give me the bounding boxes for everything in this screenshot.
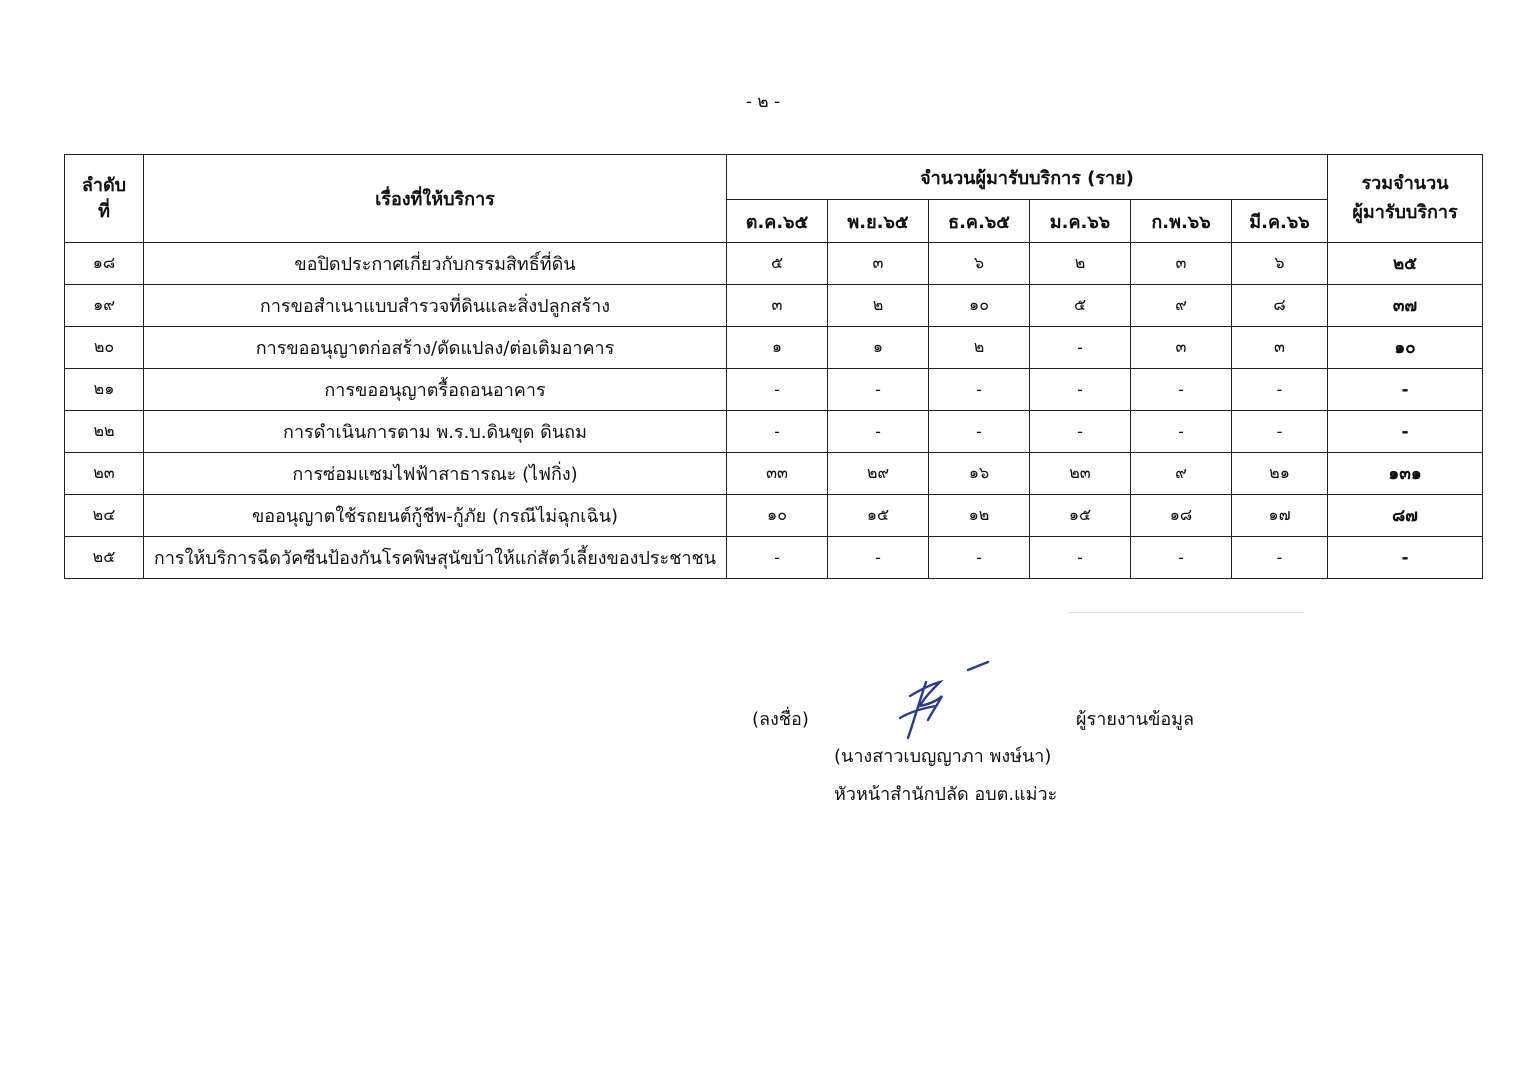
header-month: ก.พ.๖๖: [1131, 200, 1232, 243]
month-count-cell: ๑: [828, 327, 929, 369]
table-header: [65, 155, 1483, 243]
month-count-cell: ๘: [1232, 285, 1328, 327]
header-total: รวมจำนวน ผู้มารับบริการ: [1328, 155, 1483, 243]
month-count-cell: -: [1232, 411, 1328, 453]
row-number: ๑๙: [65, 285, 144, 327]
row-total: ๑๐: [1328, 327, 1483, 369]
table-row: [65, 495, 1483, 537]
month-count-cell: -: [828, 537, 929, 579]
month-count-cell: ๕: [727, 243, 828, 285]
month-count-cell: -: [929, 369, 1030, 411]
month-count-cell: ๒: [828, 285, 929, 327]
row-total: ๒๕: [1328, 243, 1483, 285]
row-subject: การขออนุญาตรื้อถอนอาคาร: [144, 369, 727, 411]
table-row: [65, 369, 1483, 411]
month-count-cell: -: [1030, 327, 1131, 369]
table-row: [65, 537, 1483, 579]
table-row: [65, 453, 1483, 495]
month-count-cell: ๒๙: [828, 453, 929, 495]
month-count-cell: ๑๘: [1131, 495, 1232, 537]
month-count-cell: ๙: [1131, 453, 1232, 495]
month-count-cell: ๑๕: [828, 495, 929, 537]
month-count-cell: -: [1030, 369, 1131, 411]
month-count-cell: ๑๐: [929, 285, 1030, 327]
table-row: [65, 411, 1483, 453]
month-count-cell: -: [929, 411, 1030, 453]
row-subject: ขออนุญาตใช้รถยนต์กู้ชีพ-กู้ภัย (กรณีไม่ฉุกเฉิน): [144, 495, 727, 537]
month-count-cell: ๓: [1232, 327, 1328, 369]
header-order: ลำดับ ที่: [65, 155, 144, 243]
month-count-cell: ๑๐: [727, 495, 828, 537]
month-count-cell: ๕: [1030, 285, 1131, 327]
header-month: พ.ย.๖๕: [828, 200, 929, 243]
row-subject: การดำเนินการตาม พ.ร.บ.ดินขุด ดินถม: [144, 411, 727, 453]
table-body: [65, 243, 1483, 579]
month-count-cell: -: [1131, 369, 1232, 411]
header-subject: เรื่องที่ให้บริการ: [144, 155, 727, 243]
header-month: ต.ค.๖๕: [727, 200, 828, 243]
handwritten-signature: [880, 660, 1010, 750]
reporter-role: ผู้รายงานข้อมูล: [1076, 709, 1195, 730]
row-total: -: [1328, 537, 1483, 579]
month-count-cell: -: [929, 537, 1030, 579]
month-count-cell: -: [828, 369, 929, 411]
month-count-cell: ๓: [1131, 243, 1232, 285]
month-count-cell: -: [1030, 537, 1131, 579]
header-month: มี.ค.๖๖: [1232, 200, 1328, 243]
month-count-cell: ๑๖: [929, 453, 1030, 495]
month-count-cell: ๒: [1030, 243, 1131, 285]
row-total: ๓๗: [1328, 285, 1483, 327]
row-number: ๒๔: [65, 495, 144, 537]
month-count-cell: -: [727, 537, 828, 579]
month-count-cell: ๖: [1232, 243, 1328, 285]
month-count-cell: ๑: [727, 327, 828, 369]
reporter-name: (นางสาวเบญญาภา พงษ์นา): [834, 746, 1052, 767]
month-count-cell: ๖: [929, 243, 1030, 285]
table-row: [65, 327, 1483, 369]
header-month: ธ.ค.๖๕: [929, 200, 1030, 243]
table-row: [65, 285, 1483, 327]
row-subject: การให้บริการฉีดวัคซีนป้องกันโรคพิษสุนัขบ้าให้แก่สัตว์เลี้ยงของประชาชน: [144, 537, 727, 579]
month-count-cell: -: [828, 411, 929, 453]
month-count-cell: ๓๓: [727, 453, 828, 495]
service-report-table: [64, 154, 1483, 579]
row-subject: การขออนุญาตก่อสร้าง/ดัดแปลง/ต่อเติมอาคาร: [144, 327, 727, 369]
page-number: - ๒ -: [745, 92, 781, 112]
row-subject: ขอปิดประกาศเกี่ยวกับกรรมสิทธิ์ที่ดิน: [144, 243, 727, 285]
header-count-group: จำนวนผู้มารับบริการ (ราย): [727, 155, 1328, 200]
table-row: [65, 243, 1483, 285]
month-count-cell: -: [1232, 537, 1328, 579]
month-count-cell: ๒๓: [1030, 453, 1131, 495]
row-total: ๘๗: [1328, 495, 1483, 537]
faint-rule: [1068, 612, 1304, 613]
row-number: ๒๑: [65, 369, 144, 411]
month-count-cell: ๓: [1131, 327, 1232, 369]
header-month: ม.ค.๖๖: [1030, 200, 1131, 243]
row-number: ๒๓: [65, 453, 144, 495]
row-number: ๑๘: [65, 243, 144, 285]
row-total: -: [1328, 411, 1483, 453]
row-subject: การซ่อมแซมไฟฟ้าสาธารณะ (ไฟกิ่ง): [144, 453, 727, 495]
row-number: ๒๕: [65, 537, 144, 579]
month-count-cell: -: [1232, 369, 1328, 411]
month-count-cell: ๑๗: [1232, 495, 1328, 537]
month-count-cell: ๒๑: [1232, 453, 1328, 495]
month-count-cell: ๙: [1131, 285, 1232, 327]
month-count-cell: -: [727, 411, 828, 453]
sign-label: (ลงชื่อ): [752, 709, 809, 730]
month-count-cell: ๓: [828, 243, 929, 285]
month-count-cell: -: [1131, 537, 1232, 579]
month-count-cell: ๒: [929, 327, 1030, 369]
month-count-cell: -: [1030, 411, 1131, 453]
month-count-cell: ๑๕: [1030, 495, 1131, 537]
month-count-cell: -: [727, 369, 828, 411]
row-subject: การขอสำเนาแบบสำรวจที่ดินและสิ่งปลูกสร้าง: [144, 285, 727, 327]
month-count-cell: ๓: [727, 285, 828, 327]
row-total: ๑๓๑: [1328, 453, 1483, 495]
row-number: ๒๒: [65, 411, 144, 453]
month-count-cell: -: [1131, 411, 1232, 453]
month-count-cell: ๑๒: [929, 495, 1030, 537]
row-total: -: [1328, 369, 1483, 411]
reporter-title: หัวหน้าสำนักปลัด อบต.แม่วะ: [834, 784, 1058, 805]
row-number: ๒๐: [65, 327, 144, 369]
